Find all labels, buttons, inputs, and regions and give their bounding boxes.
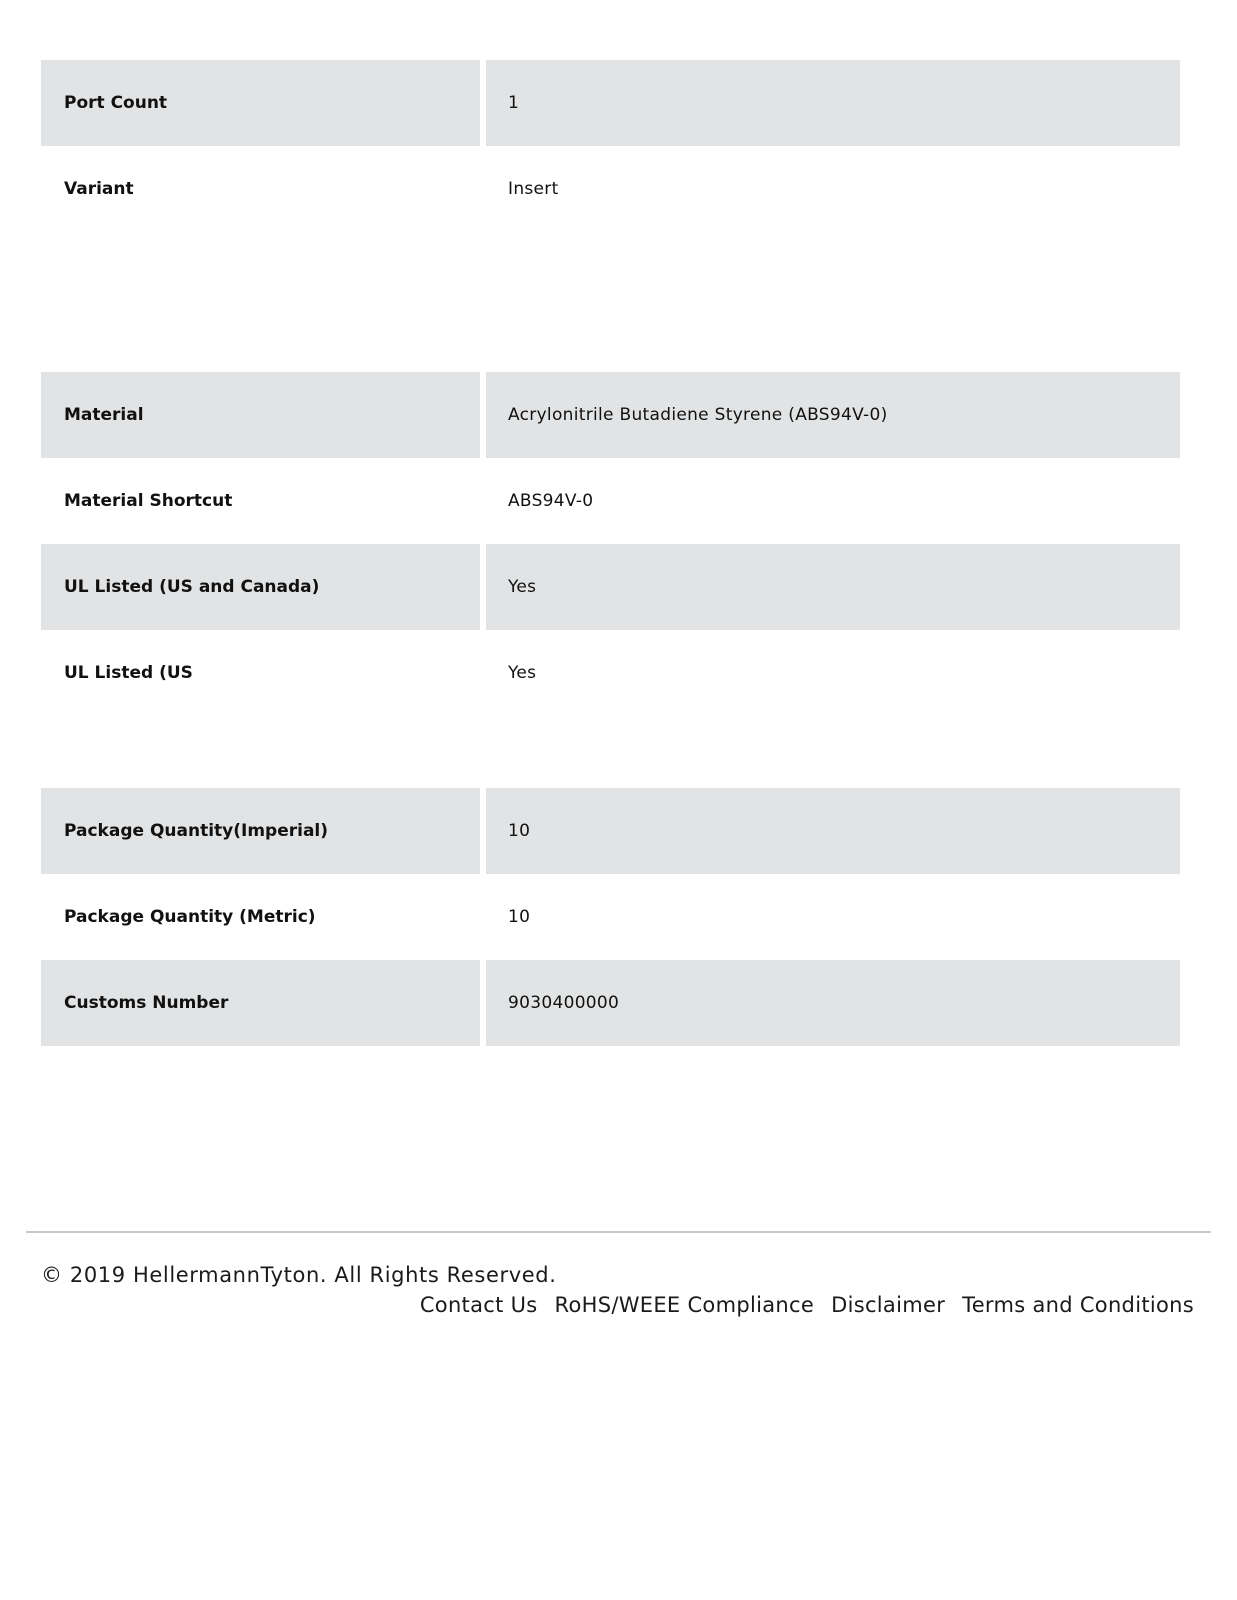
- spec-label: Material Shortcut: [64, 491, 233, 511]
- table-row: [41, 544, 1180, 630]
- footer-divider: [26, 1231, 1211, 1233]
- terms-and-conditions-link[interactable]: Terms and Conditions: [962, 1293, 1194, 1317]
- table-row: [41, 458, 1180, 544]
- table-row: [41, 960, 1180, 1046]
- spec-value: 10: [486, 788, 1180, 874]
- table-row: [41, 372, 1180, 458]
- spec-label: Package Quantity (Metric): [64, 907, 316, 927]
- spec-value: 10: [508, 907, 531, 927]
- contact-us-link[interactable]: Contact Us: [419, 1293, 538, 1317]
- table-row: [41, 146, 1180, 232]
- spec-value: ABS94V-0: [508, 491, 594, 511]
- spec-label: Port Count: [41, 60, 480, 146]
- spec-label: Customs Number: [41, 960, 480, 1046]
- spec-value: Acrylonitrile Butadiene Styrene (ABS94V-0): [486, 372, 1180, 458]
- spec-label: UL Listed (US and Canada): [41, 544, 480, 630]
- spec-value: 9030400000: [486, 960, 1180, 1046]
- spec-value: 1: [486, 60, 1180, 146]
- spec-label: Variant: [64, 179, 134, 199]
- product-details-table: [41, 60, 1180, 232]
- spec-label: UL Listed (US: [64, 663, 193, 683]
- table-row: [41, 874, 1180, 960]
- rohs-weee-compliance-link[interactable]: RoHS/WEEE Compliance: [554, 1293, 815, 1317]
- disclaimer-link[interactable]: Disclaimer: [831, 1293, 946, 1317]
- packaging-table: [41, 788, 1180, 1046]
- spec-label: Material: [41, 372, 480, 458]
- table-row: [41, 788, 1180, 874]
- spec-value: Yes: [486, 544, 1180, 630]
- footer-links: [420, 1293, 1194, 1317]
- copyright-text: © 2019 HellermannTyton. All Rights Reserved.: [41, 1263, 557, 1287]
- spec-value: Insert: [508, 179, 559, 199]
- table-row: [41, 60, 1180, 146]
- spec-value: Yes: [508, 663, 537, 683]
- spec-label: Package Quantity(Imperial): [41, 788, 480, 874]
- table-row: [41, 630, 1180, 716]
- material-table: [41, 372, 1180, 716]
